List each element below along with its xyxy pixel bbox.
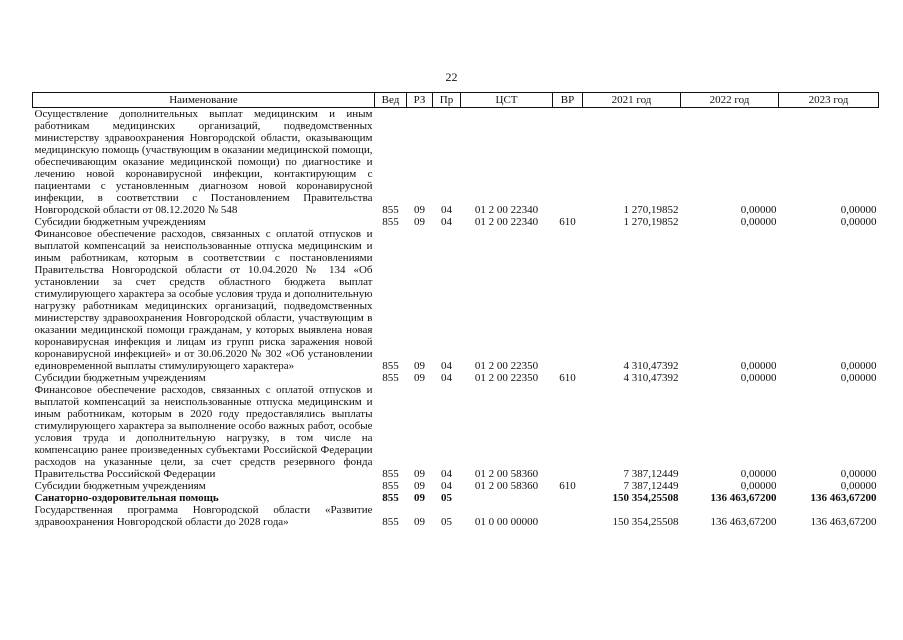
table-row — [33, 372, 879, 384]
row-2021: 150 354,25508 — [612, 492, 679, 504]
row-2022: 0,00000 — [740, 360, 777, 372]
row-rz: 09 — [414, 360, 425, 372]
row-2023: 0,00000 — [840, 204, 877, 216]
row-ved: 855 — [382, 492, 399, 504]
row-2023: 0,00000 — [840, 372, 877, 384]
row-vr: 610 — [559, 480, 576, 492]
row-cst — [461, 492, 553, 504]
page-number: 22 — [445, 70, 458, 84]
row-2023: 136 463,67200 — [810, 516, 877, 528]
col-header-vr: ВР — [553, 93, 583, 108]
row-name: Финансовое обеспечение расходов, связанных с оплатой отпусков и выплатой компенсаций за неиспользованные отпуска медицинским и иным работникам, которым в 2020 году предоставлялись выплаты стимулирующего характера за выполнение особо важных работ, особые условия труда и дополнительную нагрузку, в том числе на компенсацию ранее произведенных субъектами Российской Федерации расходов на указанные цели, за счет средств резервного фонда Правительства Российской Федерации — [34, 384, 373, 480]
row-rz: 09 — [414, 372, 425, 384]
row-2023: 0,00000 — [840, 216, 877, 228]
row-cst: 01 2 00 22350 — [474, 360, 539, 372]
row-2023: 0,00000 — [840, 480, 877, 492]
row-pr: 05 — [441, 492, 452, 504]
row-2022: 0,00000 — [740, 468, 777, 480]
row-rz: 09 — [414, 516, 425, 528]
row-vr — [553, 504, 583, 528]
row-cst: 01 2 00 22340 — [474, 204, 539, 216]
table-row — [33, 480, 879, 492]
row-2023: 0,00000 — [840, 468, 877, 480]
row-2021: 4 310,47392 — [623, 372, 679, 384]
row-pr: 04 — [441, 372, 452, 384]
row-name: Субсидии бюджетным учреждениям — [34, 372, 206, 384]
row-pr: 04 — [441, 204, 452, 216]
col-header-2021: 2021 год — [583, 93, 681, 108]
table-row — [33, 108, 879, 217]
col-header-name: Наименование — [33, 93, 375, 108]
row-cst: 01 2 00 58360 — [474, 468, 539, 480]
row-2021: 7 387,12449 — [623, 480, 679, 492]
row-pr: 04 — [441, 360, 452, 372]
row-2022: 0,00000 — [740, 204, 777, 216]
row-rz: 09 — [414, 468, 425, 480]
row-pr: 04 — [441, 468, 452, 480]
budget-table — [32, 92, 879, 528]
row-rz: 09 — [414, 216, 425, 228]
col-header-ved: Вед — [375, 93, 407, 108]
table-row — [33, 228, 879, 372]
row-cst: 01 2 00 22350 — [474, 372, 539, 384]
row-name: Субсидии бюджетным учреждениям — [34, 480, 206, 492]
row-2023: 136 463,67200 — [810, 492, 877, 504]
row-ved: 855 — [382, 468, 399, 480]
row-2022: 136 463,67200 — [710, 492, 777, 504]
row-name: Санаторно-оздоровительная помощь — [34, 492, 219, 504]
row-2023: 0,00000 — [840, 360, 877, 372]
row-2021: 1 270,19852 — [623, 204, 679, 216]
row-ved: 855 — [382, 204, 399, 216]
row-2021: 7 387,12449 — [623, 468, 679, 480]
row-ved: 855 — [382, 480, 399, 492]
table-row — [33, 492, 879, 504]
table-row — [33, 384, 879, 480]
row-ved: 855 — [382, 360, 399, 372]
table-header-row — [33, 93, 879, 108]
row-rz: 09 — [414, 492, 425, 504]
row-name: Осуществление дополнительных выплат медицинским и иным работникам медицинских организаций, подведомственных министерству здравоохранения Новгородской области, оказывающим медицинскую помощь (участвующим в оказании медицинской помощи, обеспечивающим оказание медицинской помощи) по диагностике и лечению новой коронавирусной инфекции, контактирующим с пациентами с установленным диагнозом новой коронавирусной инфекции, в соответствии с Постановлением Правительства Новгородской области от 08.12.2020 № 548 — [34, 108, 373, 216]
row-vr: 610 — [559, 372, 576, 384]
row-rz: 09 — [414, 204, 425, 216]
col-header-cst: ЦСТ — [461, 93, 553, 108]
row-ved: 855 — [382, 216, 399, 228]
row-2022: 0,00000 — [740, 372, 777, 384]
row-rz: 09 — [414, 480, 425, 492]
row-2022: 0,00000 — [740, 480, 777, 492]
col-header-2022: 2022 год — [681, 93, 779, 108]
row-2021: 150 354,25508 — [612, 516, 679, 528]
row-name: Государственная программа Новгородской области «Развитие здравоохранения Новгородской области до 2028 года» — [34, 504, 373, 528]
row-vr — [553, 384, 583, 480]
row-vr — [553, 108, 583, 217]
row-cst: 01 0 00 00000 — [474, 516, 539, 528]
row-name: Субсидии бюджетным учреждениям — [34, 216, 206, 228]
col-header-2023: 2023 год — [779, 93, 879, 108]
row-pr: 04 — [441, 480, 452, 492]
col-header-rz: РЗ — [407, 93, 433, 108]
row-2022: 136 463,67200 — [710, 516, 777, 528]
row-name: Финансовое обеспечение расходов, связанных с оплатой отпусков и выплатой компенсаций за неиспользованные отпуска медицинским и иным работникам, которым в соответствии с постановлениями Правительства Новгородской области от 10.04.2020 № 134 «Об установлении за счет средств областного бюджета выплат стимулирующего характера за особые условия труда и дополнительную нагрузку работникам медицинских организаций, подведомственных министерству здравоохранения Новгородской области, участвующим в оказании медицинской помощи гражданам, у которых выявлена новая коронавирусная инфекция и лицам из групп риска заражения новой коронавирусной инфекцией» и от 30.06.2020 № 302 «Об установлении единовременной выплаты стимулирующего характера» — [34, 228, 373, 372]
row-2022: 0,00000 — [740, 216, 777, 228]
col-header-pr: Пр — [433, 93, 461, 108]
row-vr — [553, 492, 583, 504]
row-ved: 855 — [382, 372, 399, 384]
table-row — [33, 504, 879, 528]
row-pr: 05 — [441, 516, 452, 528]
row-2021: 4 310,47392 — [623, 360, 679, 372]
table-row — [33, 216, 879, 228]
row-vr — [553, 228, 583, 372]
row-cst: 01 2 00 22340 — [474, 216, 539, 228]
row-vr: 610 — [559, 216, 576, 228]
row-2021: 1 270,19852 — [623, 216, 679, 228]
row-ved: 855 — [382, 516, 399, 528]
row-cst: 01 2 00 58360 — [474, 480, 539, 492]
row-pr: 04 — [441, 216, 452, 228]
